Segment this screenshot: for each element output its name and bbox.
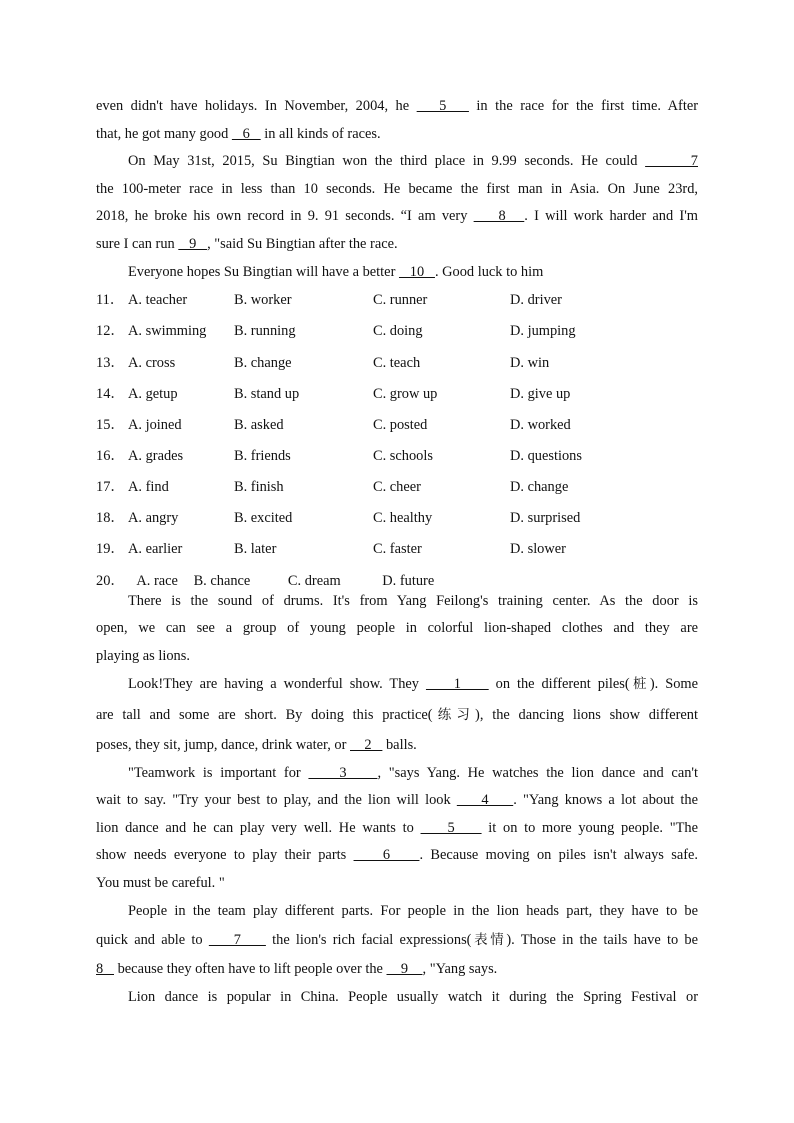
blank-2: 2 [350,737,383,753]
question-row-20: 20． A. race B. chance C. dream D. future [96,573,435,589]
option-c[interactable]: C. runner [373,292,428,308]
option-a[interactable]: A. swimming [128,323,207,339]
option-c[interactable]: C. grow up [373,386,438,402]
option-a[interactable]: A. teacher [128,292,188,308]
passage2-line1: There is the sound of drums. It's from Yang Feilong's training center. As the door is [128,593,698,609]
option-d[interactable]: D. worked [510,417,571,433]
option-d[interactable]: D. surprised [510,510,581,526]
blank-8: 8 [473,208,525,224]
option-b[interactable]: B. asked [234,417,284,433]
option-a[interactable]: A. find [128,479,169,495]
option-d[interactable]: D. win [510,355,550,371]
option-d[interactable]: D. jumping [510,323,576,339]
passage2-line12: People in the team play different parts. For people in the lion heads part, they have to be [128,903,698,919]
option-b[interactable]: B. later [234,541,277,557]
option-b[interactable]: B. worker [234,292,292,308]
option-b[interactable]: B. excited [234,510,293,526]
option-a[interactable]: A. getup [128,386,178,402]
blank-6: 6 [231,126,261,142]
passage1-line7: Everyone hopes Su Bingtian will have a better 10 . Good luck to him [128,264,544,280]
option-a[interactable]: A. grades [128,448,184,464]
option-c[interactable]: C. faster [373,541,422,557]
blank-9: 9 [178,236,208,252]
option-c[interactable]: C. posted [373,417,428,433]
option-d[interactable]: D. questions [510,448,582,464]
option-a[interactable]: A. cross [128,355,176,371]
passage2-line10: show needs everyone to play their parts 6 . Because moving on piles isn't always safe. [96,847,698,863]
question-row: 18． A. angry B. excited C. healthy D. surprised [96,510,581,526]
question-row: 15． A. joined B. asked C. posted D. worked [96,417,571,433]
blank-3: 3 [308,765,378,781]
passage2-line3: playing as lions. [96,648,190,664]
passage1-line1: even didn't have holidays. In November, 2004, he 5 in the race for the first time. After [96,98,699,114]
passage1-line4: the 100-meter race in less than 10 seconds. He became the first man in Asia. On June 23rd, [96,181,698,197]
option-d[interactable]: D. change [510,479,569,495]
blank-6: 6 [353,847,420,863]
passage2-line13: quick and able to 7 the lion's rich facial expressions(表情). Those in the tails have to be [96,932,698,948]
passage2-line7: "Teamwork is important for 3 , "says Yang. He watches the lion dance and can't [128,765,698,781]
blank-1: 1 [425,676,489,692]
passage2-line8: wait to say. "Try your best to play, and the lion will look 4 . "Yang knows a lot about the [96,792,699,808]
passage2-line15: Lion dance is popular in China. People usually watch it during the Spring Festival or [128,989,698,1005]
option-c[interactable]: C. teach [373,355,421,371]
blank-5: 5 [420,820,482,836]
blank-10: 10 [398,264,435,280]
option-c[interactable]: C. healthy [373,510,433,526]
passage2-line6: poses, they sit, jump, dance, drink water, or 2 balls. [96,737,417,753]
blank-7: 7 [208,932,266,948]
option-b[interactable]: B. finish [234,479,284,495]
passage1-line3: On May 31st, 2015, Su Bingtian won the third place in 9.99 seconds. He could 7 [128,153,698,169]
question-row: 12． A. swimming B. running C. doing D. jumping [96,323,576,339]
blank-5: 5 [416,98,469,114]
passage1-line2: that, he got many good 6 in all kinds of races. [96,126,381,142]
passage2-line5: are tall and some are short. By doing this practice(练习), the dancing lions show different [96,707,699,723]
option-c[interactable]: C. schools [373,448,433,464]
blank-8: 8 [96,961,114,977]
passage2-line2: open, we can see a group of young people in colorful lion-shaped clothes and they are [96,620,698,636]
option-d[interactable]: D. slower [510,541,566,557]
option-a[interactable]: A. joined [128,417,182,433]
option-c[interactable]: C. doing [373,323,423,339]
option-c[interactable]: C. dream [287,573,341,589]
option-a[interactable]: A. angry [128,510,179,526]
option-b[interactable]: B. chance [193,573,251,589]
option-c[interactable]: C. cheer [373,479,421,495]
option-a[interactable]: A. earlier [128,541,183,557]
option-d[interactable]: D. future [382,573,435,589]
passage2-line14: 8 because they often have to lift people over the 9 , "Yang says. [96,961,498,977]
passage1-line6: sure I can run 9 , "said Su Bingtian after the race. [96,236,398,252]
question-row: 13． A. cross B. change C. teach D. win [96,355,550,371]
question-row: 17． A. find B. finish C. cheer D. change [96,479,569,495]
option-d[interactable]: D. driver [510,292,562,308]
option-b[interactable]: B. change [234,355,292,371]
question-row: 11． A. teacher B. worker C. runner D. driver [96,292,562,308]
blank-9: 9 [386,961,423,977]
option-b[interactable]: B. stand up [234,386,300,402]
option-b[interactable]: B. running [234,323,296,339]
blank-4: 4 [456,792,514,808]
question-row: 14． A. getup B. stand up C. grow up D. give up [96,386,571,402]
passage2-line9: lion dance and he can play very well. He wants to 5 it on to more young people. "The [96,820,698,836]
passage2-line4: Look!They are having a wonderful show. They 1 on the different piles(桩). Some [128,676,698,692]
question-row: 19． A. earlier B. later C. faster D. slower [96,541,566,557]
blank-7: 7 [645,153,698,169]
option-d[interactable]: D. give up [510,386,571,402]
passage2-line11: You must be careful. " [96,875,225,891]
option-b[interactable]: B. friends [234,448,291,464]
question-row: 16． A. grades B. friends C. schools D. questions [96,448,582,464]
passage1-line5: 2018, he broke his own record in 9. 91 seconds. “I am very 8 . I will work harder and I'm [96,208,698,224]
option-a[interactable]: A. race [136,573,178,589]
